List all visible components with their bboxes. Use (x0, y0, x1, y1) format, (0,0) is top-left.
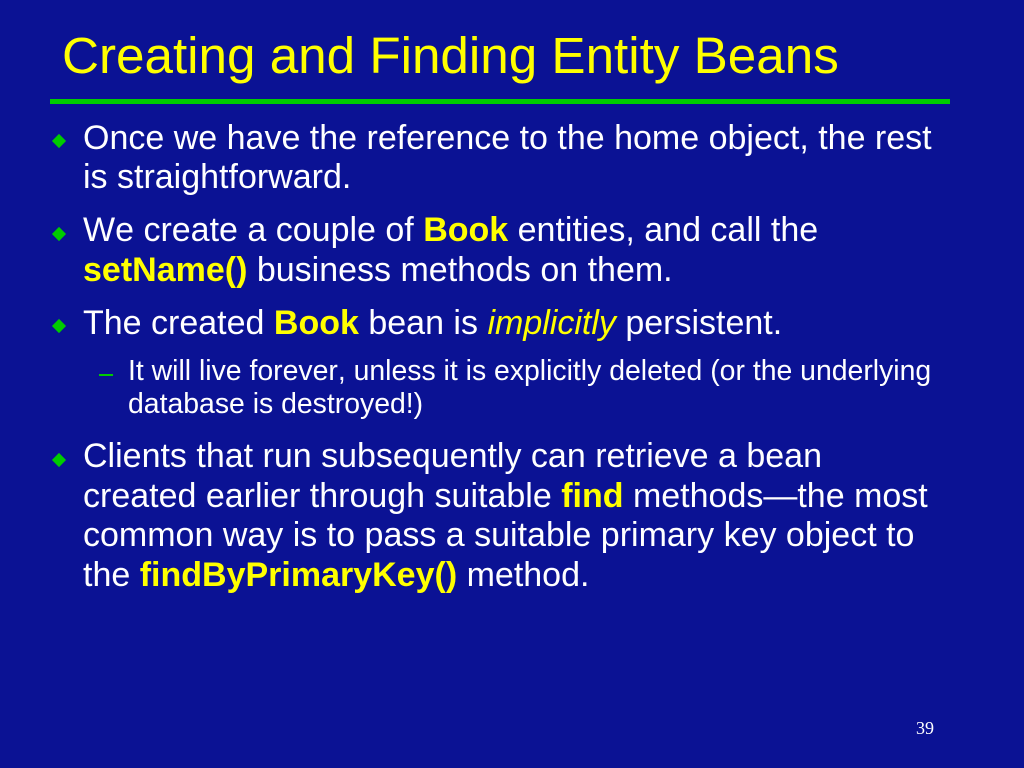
bullet-item (83, 211, 938, 290)
highlight-term: setName() (83, 250, 248, 289)
sub-bullet-text: It will live forever, unless it is explicitly deleted (or the underlying database is destroyed!) (128, 355, 932, 420)
highlight-term: Book (273, 303, 359, 342)
diamond-bullet-icon (52, 134, 66, 148)
bullet-text: business methods on them. (256, 250, 673, 289)
bullet-text: We create a couple of (83, 211, 424, 249)
bullet-list (0, 119, 1024, 596)
bullet-text: methods—the most common way is to pass a suitable primary key object to the (83, 476, 928, 594)
highlight-term: find (561, 476, 624, 515)
bullet-text: The created (83, 303, 274, 342)
diamond-bullet-icon (52, 319, 66, 333)
bullet-text: Once we have the reference to the home object, the rest is straightforward. (83, 118, 932, 196)
emphasis-term: implicitly (487, 303, 616, 342)
sub-bullet-item (128, 355, 958, 421)
bullet-text: persistent. (625, 303, 783, 342)
diamond-bullet-icon (52, 452, 66, 466)
slide-title: Creating and Finding Entity Beans (62, 27, 839, 84)
bullet-item (83, 437, 938, 595)
bullet-text: entities, and call the (517, 211, 819, 249)
title-divider (50, 99, 950, 104)
bullet-text: bean is (368, 303, 488, 342)
highlight-term: findByPrimaryKey() (139, 555, 458, 594)
bullet-item (83, 304, 938, 344)
bullet-text: Clients that run subsequently can retrieve a bean created earlier through suitable (83, 437, 823, 515)
highlight-term: Book (423, 211, 509, 249)
dash-bullet-icon (99, 374, 113, 376)
page-number: 39 (916, 718, 934, 738)
bullet-item (83, 119, 938, 198)
diamond-bullet-icon (52, 226, 66, 240)
bullet-text: method. (466, 555, 590, 594)
